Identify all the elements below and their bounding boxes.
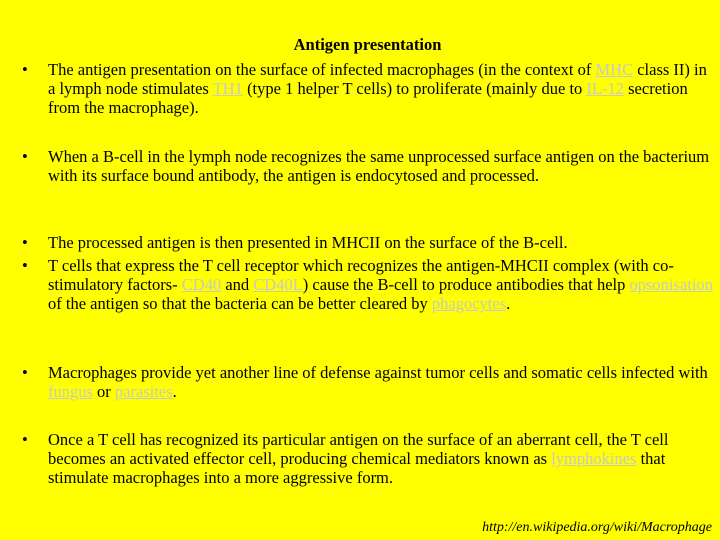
bullet-marker: • — [22, 147, 28, 166]
bullet-text: class II) in a lymph node stimulates — [48, 60, 707, 98]
bullet-marker: • — [22, 363, 28, 382]
bullet-marker: • — [22, 430, 28, 449]
link-cd40[interactable]: CD40 — [181, 275, 222, 294]
bullet-text: The antigen presentation on the surface of infected macrophages (in the context of — [48, 60, 596, 79]
bullet-text: secretion from the macrophage). — [48, 79, 688, 117]
link-fungus[interactable]: fungus — [48, 382, 93, 401]
bullet-text: Once a T cell has recognized its particular antigen on the surface of an aberrant cell, the T cell becomes an activated effector cell, producing chemical mediators known as — [48, 430, 669, 468]
link-mhc[interactable]: MHC — [595, 60, 634, 79]
bullet-text: The processed antigen is then presented in MHCII on the surface of the B-cell. — [48, 233, 568, 252]
bullet-item — [22, 60, 714, 117]
link-lymphokines[interactable]: lymphokines — [551, 449, 637, 468]
bullet-marker: • — [22, 256, 28, 275]
bullet-text: ) cause the B-cell to produce antibodies that help — [302, 275, 630, 294]
link-opsonisation[interactable]: opsonisation — [629, 275, 713, 294]
link-parasites[interactable]: parasites — [114, 382, 173, 401]
bullet-text: When a B-cell in the lymph node recognizes the same unprocessed surface antigen on the bacterium with its surface bound antibody, the antigen is endocytosed and processed. — [48, 147, 710, 185]
link-phagocytes[interactable]: phagocytes — [431, 294, 507, 313]
bullet-item — [22, 147, 714, 185]
link-th1[interactable]: TH1 — [212, 79, 243, 98]
link-il-12[interactable]: IL-12 — [586, 79, 625, 98]
bullet-item — [22, 430, 714, 487]
bullet-marker: • — [22, 233, 28, 252]
bullet-text: . — [172, 382, 177, 401]
bullet-item — [22, 233, 714, 252]
bullet-text: that stimulate macrophages into a more aggressive form. — [48, 449, 666, 487]
bullet-text: Macrophages provide yet another line of defense against tumor cells and somatic cells infected with — [48, 363, 708, 382]
link-cd40l[interactable]: CD40L — [253, 275, 303, 294]
bullet-item — [22, 363, 714, 401]
bullet-text: (type 1 helper T cells) to proliferate (mainly due to — [242, 79, 587, 98]
bullet-text: of the antigen so that the bacteria can be better cleared by — [48, 294, 432, 313]
bullet-text: and — [221, 275, 254, 294]
source-url[interactable]: http://en.wikipedia.org/wiki/Macrophage — [482, 520, 712, 535]
slide-title: Antigen presentation — [293, 35, 442, 54]
bullet-item — [22, 256, 714, 313]
bullet-text: T cells that express the T cell receptor which recognizes the antigen-MHCII complex (with co-stimulatory factors- — [48, 256, 674, 294]
bullet-text: . — [506, 294, 511, 313]
bullet-marker: • — [22, 60, 28, 79]
bullet-text: or — [92, 382, 115, 401]
